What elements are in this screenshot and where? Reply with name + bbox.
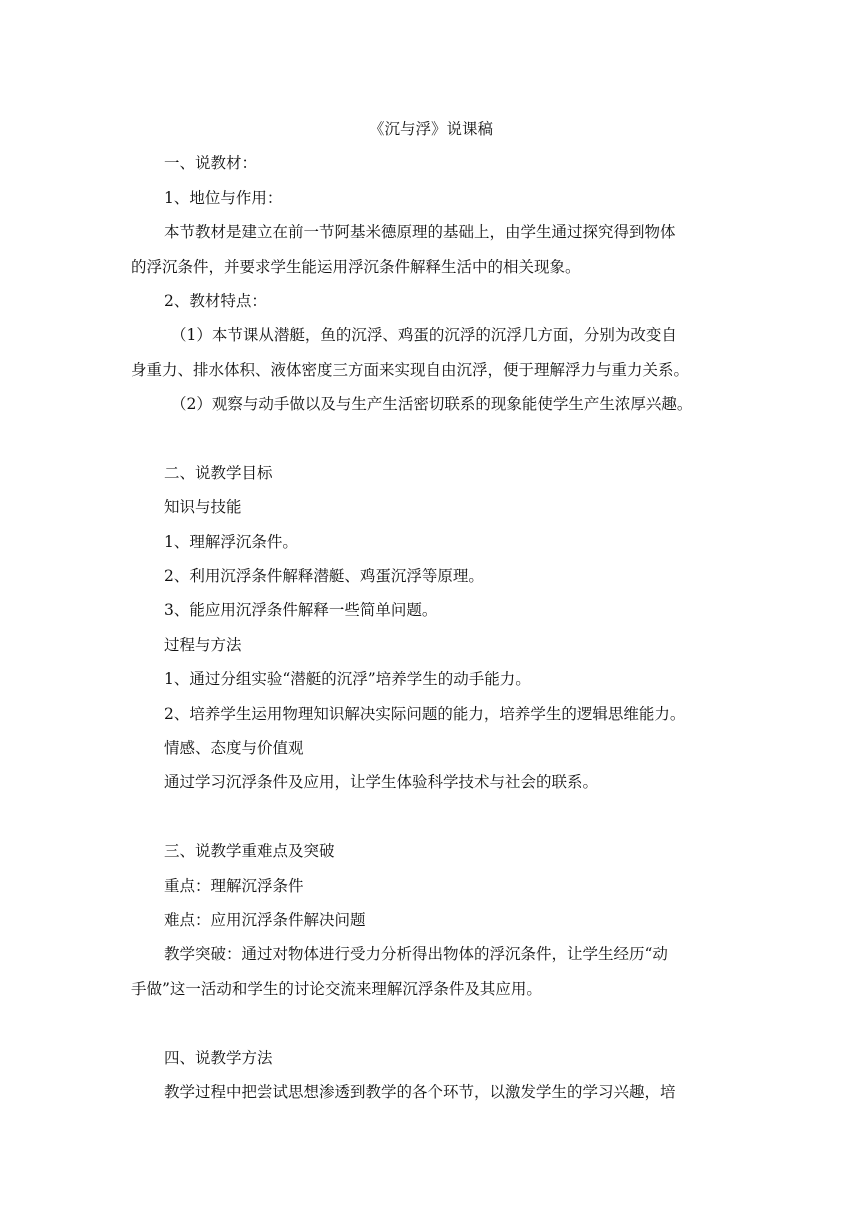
goal-group-title: 情感、态度与价值观	[164, 739, 304, 758]
goal-item: 2、利用沉浮条件解释潜艇、鸡蛋沉浮等原理。	[164, 567, 484, 586]
goal-item: 1、通过分组实验“潜艇的沉浮”培养学生的动手能力。	[164, 670, 531, 689]
goal-group-title: 知识与技能	[164, 498, 242, 517]
goal-item: 2、培养学生运用物理知识解决实际问题的能力，培养学生的逻辑思维能力。	[164, 704, 686, 723]
goal-item: 通过学习沉浮条件及应用，让学生体验科学技术与社会的联系。	[164, 773, 599, 792]
breakthrough-line: 手做”这一活动和学生的讨论交流来理解沉浮条件及其应用。	[131, 979, 542, 998]
document-body	[131, 112, 731, 1109]
section-heading-key-difficult-points: 三、说教学重难点及突破	[164, 842, 335, 861]
section-heading-teaching-goals: 二、说教学目标	[164, 463, 273, 482]
feature-point-2: （2）观察与动手做以及与生产生活密切联系的现象能使学生产生浓厚兴趣。	[171, 395, 693, 414]
section-heading-teaching-material: 一、说教材：	[164, 154, 258, 173]
goal-group-title: 过程与方法	[164, 635, 242, 654]
difficult-point: 难点：应用沉浮条件解决问题	[164, 910, 366, 929]
subheading-material-features: 2、教材特点：	[164, 291, 267, 310]
section-heading-teaching-methods: 四、说教学方法	[164, 1048, 273, 1067]
goal-item: 3、能应用沉浮条件解释一些简单问题。	[164, 601, 438, 620]
blank-line	[131, 800, 731, 834]
feature-point-1-line: （1）本节课从潜艇，鱼的沉浮、鸡蛋的沉浮的沉浮几方面，分别为改变自	[171, 326, 677, 345]
goal-item: 1、理解浮沉条件。	[164, 532, 298, 551]
paragraph-line: 本节教材是建立在前一节阿基米德原理的基础上，由学生通过探究得到物体	[164, 223, 676, 242]
paragraph-line: 的浮沉条件，并要求学生能运用浮沉条件解释生活中的相关现象。	[131, 257, 581, 276]
feature-point-1-line: 身重力、排水体积、液体密度三方面来实现自由沉浮，便于理解浮力与重力关系。	[131, 360, 690, 379]
key-point: 重点：理解沉浮条件	[164, 876, 304, 895]
paragraph-line: 教学过程中把尝试思想渗透到教学的各个环节，以激发学生的学习兴趣，培	[164, 1082, 676, 1101]
blank-line	[131, 1006, 731, 1040]
breakthrough-line: 教学突破：通过对物体进行受力分析得出物体的浮沉条件，让学生经历“动	[164, 945, 668, 964]
subheading-position-role: 1、地位与作用：	[164, 188, 283, 207]
blank-line	[131, 422, 731, 456]
document-title: 《沉与浮》说课稿	[368, 120, 493, 138]
